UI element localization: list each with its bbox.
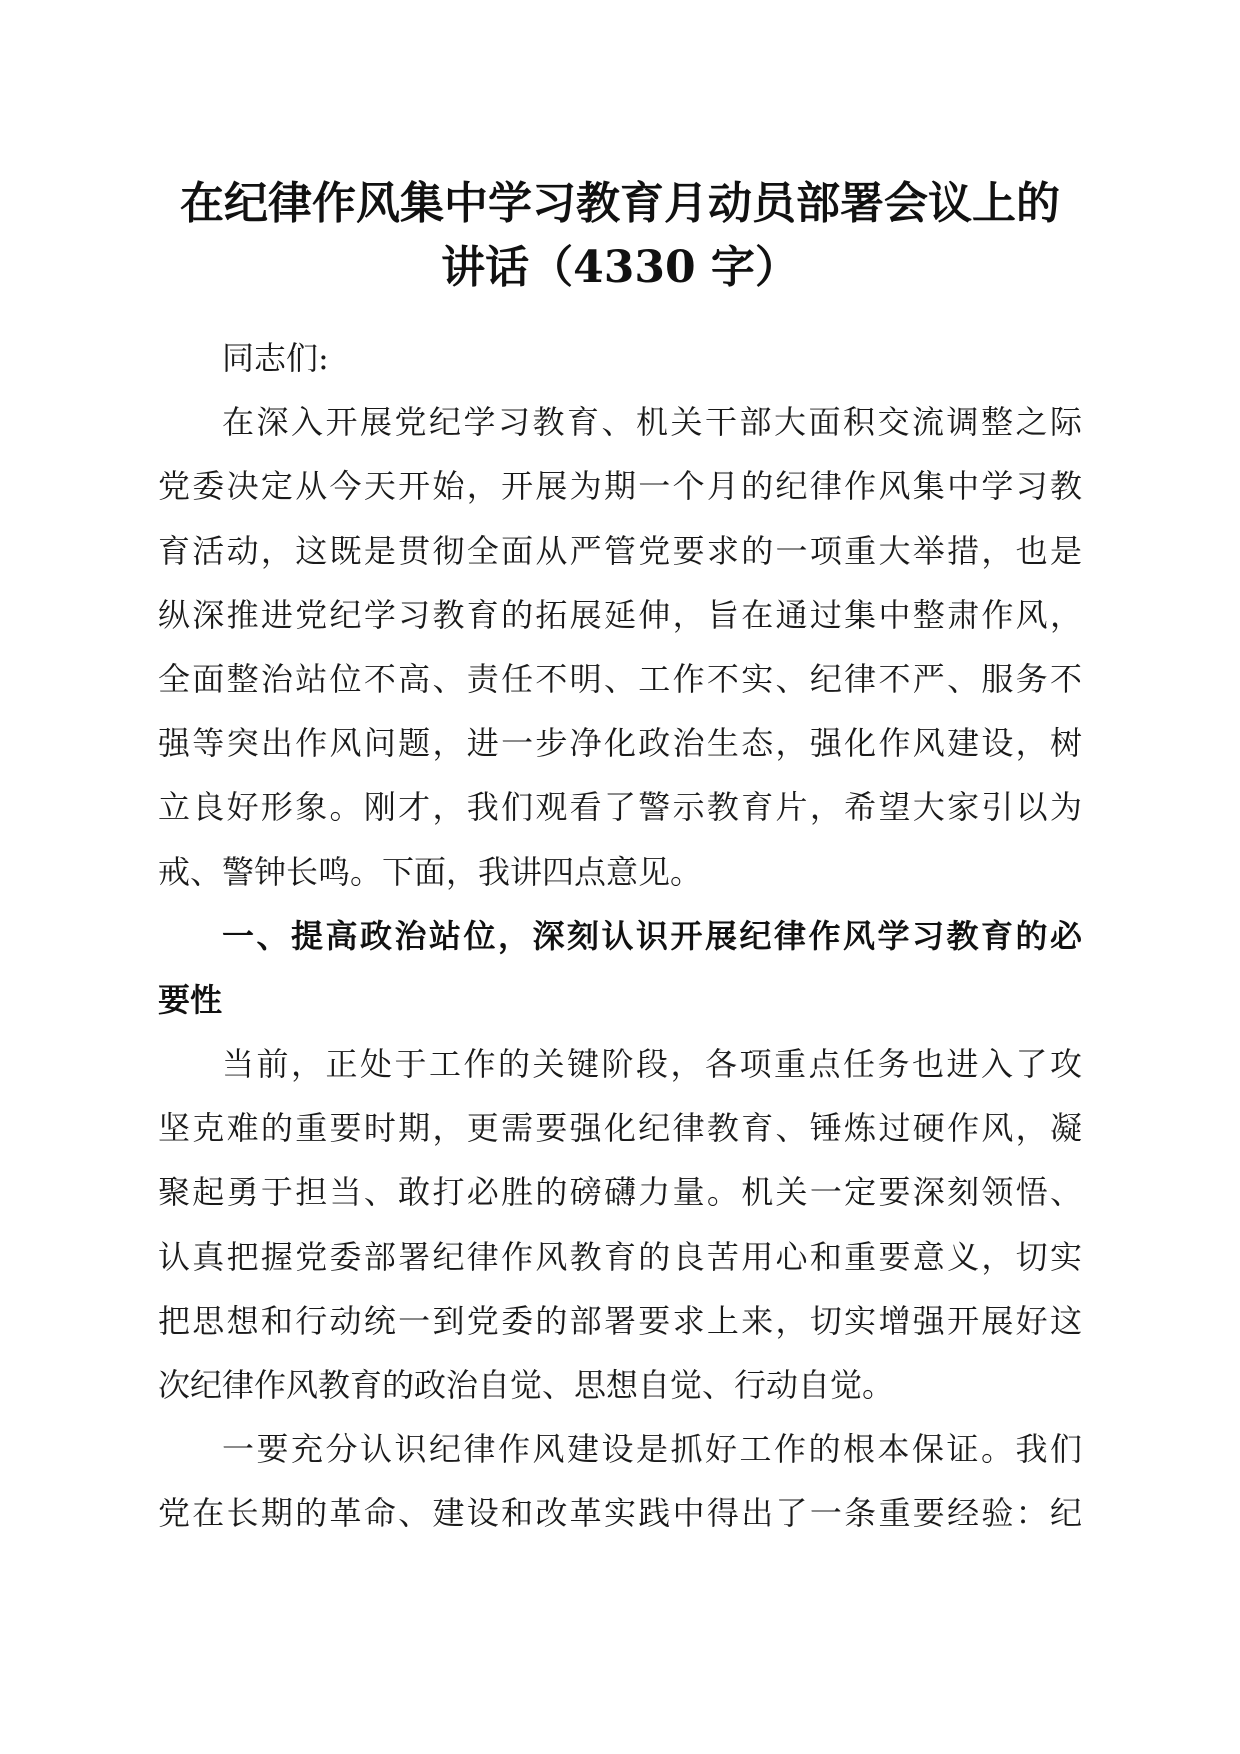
paragraph-line: 纵深推进党纪学习教育的拓展延伸，旨在通过集中整肃作风， [158,595,1082,634]
paragraph-line: 聚起勇于担当、敢打必胜的磅礴力量。机关一定要深刻领悟、 [158,1173,1082,1212]
paragraph-line: 在深入开展党纪学习教育、机关干部大面积交流调整之际 [222,403,1082,442]
paragraph-first-point [158,1417,1082,1545]
paragraph-current-stage [158,1032,1082,1417]
paragraph-line: 强等突出作风问题，进一步净化政治生态，强化作风建设，树 [158,724,1082,763]
paragraph-line: 当前，正处于工作的关键阶段，各项重点任务也进入了攻 [222,1045,1082,1084]
paragraph-line: 坚克难的重要时期，更需要强化纪律教育、锤炼过硬作风，凝 [158,1109,1082,1148]
paragraph-line: 立良好形象。刚才，我们观看了警示教育片，希望大家引以为 [158,788,1082,827]
paragraph-intro [158,390,1082,904]
paragraph-line: 育活动，这既是贯彻全面从严管党要求的一项重大举措，也是 [158,531,1082,570]
paragraph-line: 党委决定从今天开始，开展为期一个月的纪律作风集中学习教 [158,467,1082,506]
salutation: 同志们: [222,339,329,377]
paragraph-line: 一要充分认识纪律作风建设是抓好工作的根本保证。我们 [222,1430,1082,1469]
paragraph-line: 把思想和行动统一到党委的部署要求上来，切实增强开展好这 [158,1301,1082,1340]
heading-line: 要性 [158,980,223,1019]
paragraph-line: 全面整治站位不高、责任不明、工作不实、纪律不严、服务不 [158,659,1082,698]
document-title [130,172,1110,300]
paragraph-line: 戒、警钟长鸣。下面，我讲四点意见。 [158,852,703,891]
paragraph-line: 次纪律作风教育的政治自觉、思想自觉、行动自觉。 [158,1366,895,1404]
paragraph-line: 认真把握党委部署纪律作风教育的良苦用心和重要意义，切实 [158,1237,1082,1276]
title-line-1: 在纪律作风集中学习教育月动员部署会议上的 [180,178,1060,229]
paragraph-line: 党在长期的革命、建设和改革实践中得出了一条重要经验：纪 [158,1494,1082,1533]
document-body [158,326,1082,1546]
heading-line: 一、提高政治站位，深刻认识开展纪律作风学习教育的必 [222,916,1082,955]
section-heading-1 [158,904,1082,1032]
title-line-2: 讲话（4330 字） [441,242,799,293]
